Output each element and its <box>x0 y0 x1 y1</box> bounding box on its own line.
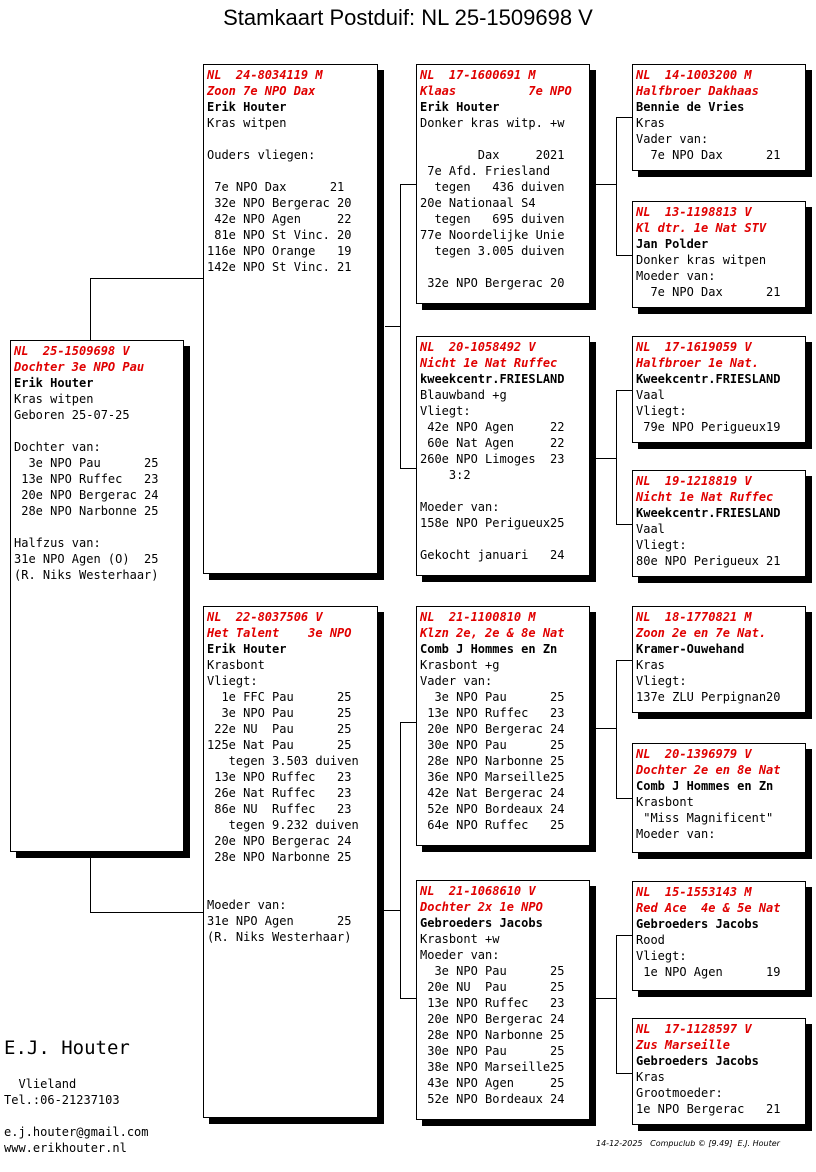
connector-line <box>616 524 632 525</box>
paternal-grandfather-card[interactable] <box>416 64 590 304</box>
info-line: 28e NPO Narbonne 25 <box>207 850 352 864</box>
info-line: Kras witpen <box>14 392 94 406</box>
info-line: 3e NPO Pau 25 <box>207 706 352 720</box>
info-line <box>14 519 183 535</box>
info-line: Kras <box>636 1070 665 1084</box>
subject-card[interactable] <box>10 340 184 852</box>
info-line: Krasbont +w <box>420 932 500 946</box>
info-line: 3e NPO Pau 25 <box>420 964 565 978</box>
info-line: 7e NPO Dax 21 <box>636 148 781 162</box>
info-line: 13e NPO Ruffec 23 <box>14 472 159 486</box>
info-line: 7e Afd. Friesland <box>420 164 551 178</box>
ring-number: NL 13-1198813 V <box>636 205 752 219</box>
pigeon-nickname: Zus Marseille <box>636 1038 730 1052</box>
info-line: Donker kras witpen <box>636 253 767 267</box>
info-line: 20e NPO Bergerac 24 <box>420 722 565 736</box>
info-line: Kras <box>636 658 665 672</box>
info-line: Grootmoeder: <box>636 1086 723 1100</box>
info-line <box>207 163 377 179</box>
info-line: Kras <box>636 116 665 130</box>
breeder-name: Gebroeders Jacobs <box>636 1054 759 1068</box>
info-line <box>14 423 183 439</box>
connector-line <box>616 660 632 661</box>
info-line: Moeder van: <box>207 898 287 912</box>
pigeon-nickname: Red Ace 4e & 5e Nat <box>636 901 781 915</box>
info-line: Ouders vliegen: <box>207 148 316 162</box>
connector-line <box>378 910 400 911</box>
info-line: Vliegt: <box>636 538 687 552</box>
ring-number: NL 21-1068610 V <box>420 884 536 898</box>
info-line: Vader van: <box>636 132 709 146</box>
great-grandparent-card-ffm[interactable] <box>632 201 806 308</box>
info-line: Moeder van: <box>636 827 716 841</box>
info-line: 3e NPO Pau 25 <box>420 690 565 704</box>
connector-line <box>616 255 632 256</box>
info-line: Vader van: <box>420 674 493 688</box>
info-line: "Miss Magnificent" <box>636 811 774 825</box>
info-line: 7e NPO Dax 21 <box>207 180 345 194</box>
info-line: 60e Nat Agen 22 <box>420 436 565 450</box>
info-line: 36e NPO Marseille25 <box>420 770 565 784</box>
info-line: Krasbont <box>207 658 265 672</box>
connector-line <box>596 728 616 729</box>
info-line: 20e Nationaal S4 <box>420 196 536 210</box>
info-line: 28e NPO Narbonne 25 <box>14 504 159 518</box>
info-line: 22e NU Pau 25 <box>207 722 352 736</box>
info-line: 116e NPO Orange 19 <box>207 244 352 258</box>
connector-line <box>616 935 632 936</box>
maternal-grandfather-card[interactable] <box>416 606 590 846</box>
breeder-name: Gebroeders Jacobs <box>636 917 759 931</box>
ring-number: NL 17-1128597 V <box>636 1022 752 1036</box>
info-line: 42e Nat Bergerac 24 <box>420 786 565 800</box>
info-line: tegen 3.005 duiven <box>420 244 565 258</box>
info-line: 1e NPO Agen 19 <box>636 965 781 979</box>
info-line: 7e NPO Dax 21 <box>636 285 781 299</box>
info-line: 260e NPO Limoges 23 <box>420 452 565 466</box>
info-line: Vliegt: <box>636 949 687 963</box>
info-line: 3e NPO Pau 25 <box>14 456 159 470</box>
pigeon-nickname: Nicht 1e Nat Ruffec <box>420 356 558 370</box>
info-line: 20e NPO Bergerac 24 <box>207 834 352 848</box>
connector-line <box>400 722 401 998</box>
paternal-grandmother-card[interactable] <box>416 336 590 576</box>
info-line: Halfzus van: <box>14 536 101 550</box>
connector-line <box>90 278 91 340</box>
pigeon-nickname: Kl dtr. 1e Nat STV <box>636 221 767 235</box>
breeder-name: Erik Houter <box>207 100 287 114</box>
info-line: 86e NU Ruffec 23 <box>207 802 352 816</box>
owner-email[interactable]: e.j.houter@gmail.com <box>4 1125 149 1139</box>
pigeon-nickname: Klaas 7e NPO <box>420 84 572 98</box>
connector-line <box>400 468 416 469</box>
breeder-name: Bennie de Vries <box>636 100 745 114</box>
ring-number: NL 15-1553143 M <box>636 885 752 899</box>
ring-number: NL 17-1619059 V <box>636 340 752 354</box>
connector-line <box>400 722 416 723</box>
info-line: Vliegt: <box>420 404 471 418</box>
info-line: Donker kras witp. +w <box>420 116 565 130</box>
ring-number: NL 17-1600691 M <box>420 68 536 82</box>
connector-line <box>400 184 416 185</box>
pigeon-nickname: Dochter 3e NPO Pau <box>14 360 145 374</box>
father-card[interactable] <box>203 64 378 574</box>
info-line: Blauwband +g <box>420 388 507 402</box>
connector-line <box>616 935 617 1073</box>
info-line: 13e NPO Ruffec 23 <box>420 996 565 1010</box>
connector-line <box>596 184 616 185</box>
info-line: Vliegt: <box>207 674 258 688</box>
pigeon-nickname: Dochter 2x 1e NPO <box>420 900 543 914</box>
connector-line <box>90 912 204 913</box>
info-line <box>420 531 589 547</box>
info-line <box>207 131 377 147</box>
info-line: 32e NPO Bergerac 20 <box>207 196 352 210</box>
info-line: 13e NPO Ruffec 23 <box>207 770 352 784</box>
info-line: 64e NPO Ruffec 25 <box>420 818 565 832</box>
info-line: 79e NPO Perigueux19 <box>636 420 781 434</box>
info-line: 30e NPO Pau 25 <box>420 1044 565 1058</box>
pigeon-nickname: Nicht 1e Nat Ruffec <box>636 490 774 504</box>
ring-number: NL 14-1003200 M <box>636 68 752 82</box>
connector-line <box>616 390 617 524</box>
page-title: Stamkaart Postduif: NL 25-1509698 V <box>223 5 593 30</box>
great-grandparent-card-fmf[interactable] <box>632 336 806 443</box>
info-line: (R. Niks Westerhaar) <box>14 568 159 582</box>
info-line: 52e NPO Bordeaux 24 <box>420 1092 565 1106</box>
breeder-name: Comb J Hommes en Zn <box>420 642 558 656</box>
connector-line <box>400 998 416 999</box>
great-grandparent-card-fmm[interactable] <box>632 470 806 577</box>
info-line: 13e NPO Ruffec 23 <box>420 706 565 720</box>
info-line: 42e NPO Agen 22 <box>207 212 352 226</box>
owner-name: E.J. Houter <box>4 1037 130 1059</box>
info-line: Vaal <box>636 522 665 536</box>
info-line: Gekocht januari 24 <box>420 548 565 562</box>
info-line <box>207 865 377 881</box>
pigeon-nickname: Halfbroer Dakhaas <box>636 84 759 98</box>
info-line: 20e NPO Bergerac 24 <box>420 1012 565 1026</box>
info-line: 20e NPO Bergerac 24 <box>14 488 159 502</box>
breeder-name: Erik Houter <box>420 100 500 114</box>
footer-credit: 14-12-2025 Compuclub © [9.49] E.J. Houter <box>596 1139 780 1148</box>
info-line: 1e FFC Pau 25 <box>207 690 352 704</box>
ring-number: NL 20-1396979 V <box>636 747 752 761</box>
pigeon-nickname: Halfbroer 1e Nat. <box>636 356 759 370</box>
mother-card[interactable] <box>203 606 378 1118</box>
info-line: 80e NPO Perigueux 21 <box>636 554 781 568</box>
info-line: 158e NPO Perigueux25 <box>420 516 565 530</box>
connector-line <box>616 117 617 255</box>
great-grandparent-card-mmf[interactable] <box>632 881 806 991</box>
info-line <box>420 259 589 275</box>
info-line: 28e NPO Narbonne 25 <box>420 754 565 768</box>
info-line: Krasbont <box>636 795 694 809</box>
info-line: tegen 3.503 duiven <box>207 754 359 768</box>
info-line: 1e NPO Bergerac 21 <box>636 1102 781 1116</box>
connector-line <box>616 117 632 118</box>
breeder-name: Comb J Hommes en Zn <box>636 779 774 793</box>
info-line: 43e NPO Agen 25 <box>420 1076 565 1090</box>
info-line: (R. Niks Westerhaar) <box>207 930 352 944</box>
info-line: tegen 436 duiven <box>420 180 565 194</box>
connector-line <box>616 1073 632 1074</box>
info-line: Moeder van: <box>636 269 716 283</box>
info-line: Rood <box>636 933 665 947</box>
breeder-name: Kweekcentr.FRIESLAND <box>636 506 781 520</box>
ring-number: NL 24-8034119 M <box>207 68 323 82</box>
ring-number: NL 18-1770821 M <box>636 610 752 624</box>
connector-line <box>616 660 617 798</box>
connector-line <box>90 852 91 912</box>
breeder-name: Jan Polder <box>636 237 709 251</box>
breeder-name: Gebroeders Jacobs <box>420 916 543 930</box>
pigeon-nickname: Dochter 2e en 8e Nat <box>636 763 781 777</box>
maternal-grandmother-card[interactable] <box>416 880 590 1120</box>
info-line: Krasbont +g <box>420 658 500 672</box>
info-line: Kras witpen <box>207 116 287 130</box>
info-line: Moeder van: <box>420 500 500 514</box>
info-line <box>207 881 377 897</box>
pigeon-nickname: Zoon 7e NPO Dax <box>207 84 316 98</box>
info-line: 125e Nat Pau 25 <box>207 738 352 752</box>
info-line: 26e Nat Ruffec 23 <box>207 786 352 800</box>
connector-line <box>616 390 632 391</box>
info-line: Vliegt: <box>636 674 687 688</box>
info-line: Geboren 25-07-25 <box>14 408 130 422</box>
connector-line <box>596 998 616 999</box>
info-line: tegen 695 duiven <box>420 212 565 226</box>
info-line: 31e NPO Agen 25 <box>207 914 352 928</box>
info-line: 38e NPO Marseille25 <box>420 1060 565 1074</box>
breeder-name: kweekcentr.FRIESLAND <box>420 372 565 386</box>
info-line: Dax 2021 <box>420 148 565 162</box>
ring-number: NL 25-1509698 V <box>14 344 130 358</box>
breeder-name: Kramer-Ouwehand <box>636 642 745 656</box>
owner-info <box>4 1036 149 1156</box>
info-line: 42e NPO Agen 22 <box>420 420 565 434</box>
connector-line <box>596 458 616 459</box>
info-line: 77e Noordelijke Unie <box>420 228 565 242</box>
connector-line <box>400 184 401 468</box>
breeder-name: Erik Houter <box>207 642 287 656</box>
info-line: 20e NU Pau 25 <box>420 980 565 994</box>
info-line: 31e NPO Agen (O) 25 <box>14 552 159 566</box>
breeder-name: Kweekcentr.FRIESLAND <box>636 372 781 386</box>
connector-line <box>616 798 632 799</box>
info-line: 142e NPO St Vinc. 21 <box>207 260 352 274</box>
connector-line <box>385 326 400 327</box>
owner-place: Vlieland <box>4 1077 77 1091</box>
great-grandparent-card-mff[interactable] <box>632 606 806 713</box>
info-line: 32e NPO Bergerac 20 <box>420 276 565 290</box>
owner-website[interactable]: www.erikhouter.nl <box>4 1141 127 1155</box>
info-line <box>420 131 589 147</box>
ring-number: NL 22-8037506 V <box>207 610 323 624</box>
pigeon-nickname: Het Talent 3e NPO <box>207 626 352 640</box>
pigeon-nickname: Klzn 2e, 2e & 8e Nat <box>420 626 565 640</box>
info-line: Moeder van: <box>420 948 500 962</box>
ring-number: NL 21-1100810 M <box>420 610 536 624</box>
connector-line <box>90 278 204 279</box>
info-line: 3:2 <box>420 468 471 482</box>
info-line: Vliegt: <box>636 404 687 418</box>
info-line: 30e NPO Pau 25 <box>420 738 565 752</box>
great-grandparent-card-mmm[interactable] <box>632 1018 806 1125</box>
info-line: 28e NPO Narbonne 25 <box>420 1028 565 1042</box>
pigeon-nickname: Zoon 2e en 7e Nat. <box>636 626 767 640</box>
ring-number: NL 19-1218819 V <box>636 474 752 488</box>
info-line: tegen 9.232 duiven <box>207 818 359 832</box>
info-line: 52e NPO Bordeaux 24 <box>420 802 565 816</box>
great-grandparent-card-mfm[interactable] <box>632 743 806 853</box>
info-line: Dochter van: <box>14 440 101 454</box>
info-line: Vaal <box>636 388 665 402</box>
owner-phone: Tel.:06-21237103 <box>4 1093 120 1107</box>
info-line: 81e NPO St Vinc. 20 <box>207 228 352 242</box>
info-line <box>420 483 589 499</box>
ring-number: NL 20-1058492 V <box>420 340 536 354</box>
great-grandparent-card-fff[interactable] <box>632 64 806 171</box>
breeder-name: Erik Houter <box>14 376 94 390</box>
info-line: 137e ZLU Perpignan20 <box>636 690 781 704</box>
